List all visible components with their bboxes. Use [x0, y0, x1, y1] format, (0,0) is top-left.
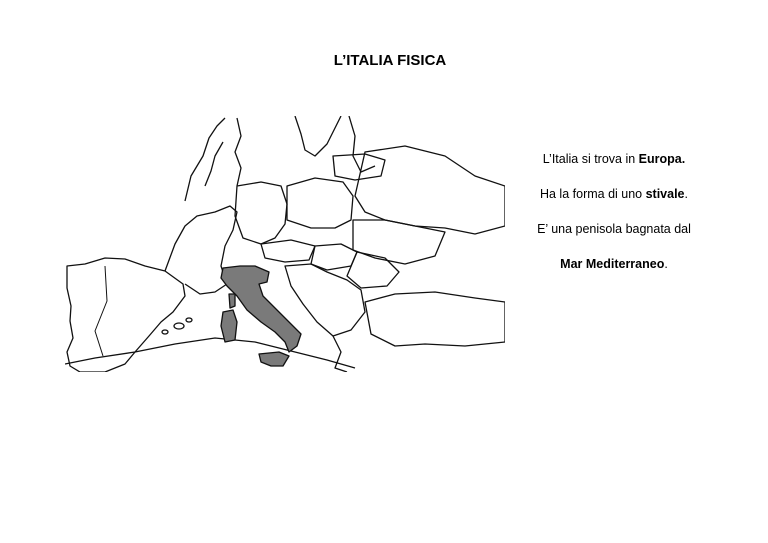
- sicily: [259, 352, 289, 366]
- turkey-outline: [365, 292, 505, 346]
- hungary-outline: [311, 244, 357, 270]
- line-mediterraneo: Mar Mediterraneo.: [560, 257, 668, 271]
- iberia-outline: [67, 258, 185, 372]
- page-title: L’ITALIA FISICA: [333, 52, 447, 69]
- intro-text: [510, 150, 718, 290]
- sardinia: [221, 310, 237, 342]
- germany-outline: [235, 182, 287, 244]
- europe-map: [65, 116, 505, 372]
- balkans-outline: [285, 264, 365, 336]
- africa-coast: [65, 338, 355, 368]
- corsica: [229, 294, 235, 308]
- line-stivale: Ha la forma di uno stivale.: [539, 187, 688, 201]
- line-penisola: E’ una penisola bagnata dal: [537, 222, 691, 236]
- line-europe: L’Italia si trova in Europa.: [542, 152, 686, 166]
- poland-outline: [287, 178, 353, 228]
- russia-outline: [355, 146, 505, 234]
- austria-outline: [261, 240, 315, 262]
